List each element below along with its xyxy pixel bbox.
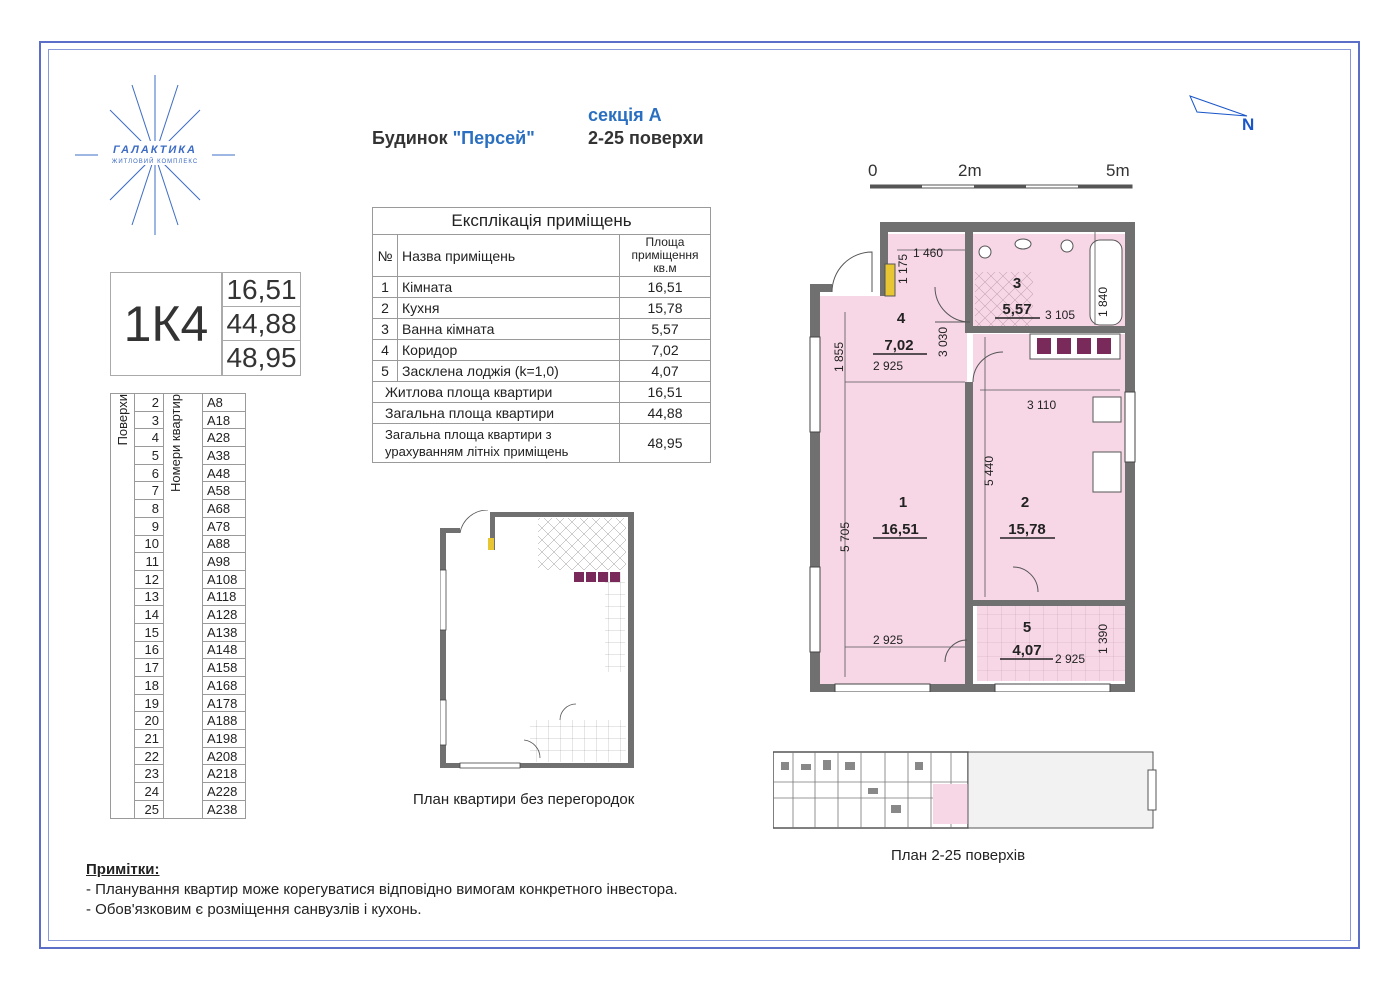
floor-number: 20 (135, 712, 164, 730)
floors-label: 2-25 поверхи (588, 128, 704, 148)
dim-1390: 1 390 (1096, 623, 1110, 654)
floor-number: 9 (135, 517, 164, 535)
apartment-number: А118 (203, 588, 246, 606)
apartment-number: А148 (203, 641, 246, 659)
room-5-number: 5 (1022, 619, 1032, 636)
floor-row (111, 394, 246, 412)
apartments-column-header (164, 394, 203, 819)
apartment-number: А18 (203, 411, 246, 429)
apartment-number: А228 (203, 783, 246, 801)
scale-label-0: 0 (868, 161, 878, 180)
room-name: Засклена лоджія (k=1,0) (398, 361, 620, 382)
table-row (373, 319, 711, 340)
apartment-number: А98 (203, 553, 246, 571)
room-3-number: 3 (1012, 275, 1022, 292)
col-no-header: № (373, 235, 398, 277)
apartment-number: А8 (203, 394, 246, 412)
floor-number: 24 (135, 783, 164, 801)
floor-number: 14 (135, 606, 164, 624)
floor-number: 22 (135, 747, 164, 765)
dim-1175: 1 175 (896, 253, 910, 284)
floor-number: 11 (135, 553, 164, 571)
notes-heading: Примітки: (86, 861, 160, 878)
table-row (373, 298, 711, 319)
building-name: "Персей" (452, 128, 535, 148)
galaktika-logo (70, 75, 240, 240)
room-1-area: 16,51 (881, 521, 919, 538)
room-3-area: 5,57 (1002, 301, 1032, 318)
room-no: 5 (373, 361, 398, 382)
apartment-number: А128 (203, 606, 246, 624)
logo-subtitle: ЖИТЛОВИЙ КОМПЛЕКС (111, 159, 199, 165)
col-area-header: Площа приміщення кв.м (620, 235, 711, 277)
apartment-number: А68 (203, 500, 246, 518)
room-2-area: 15,78 (1008, 521, 1046, 538)
apartments-header-text: Номери квартир (168, 394, 183, 492)
compass-label: N (1242, 115, 1255, 134)
floors-table (110, 393, 246, 819)
building-prefix: Будинок (372, 128, 453, 148)
apartment-area-total: 44,88 (222, 306, 301, 341)
room-1-number: 1 (898, 494, 908, 511)
room-name: Ванна кімната (398, 319, 620, 340)
section-label: секція А (588, 105, 662, 125)
apartment-area-living: 16,51 (222, 272, 301, 307)
floors-header-text: Поверхи (115, 394, 130, 446)
dim-2925-loggia: 2 925 (1055, 652, 1086, 666)
dim-2925-bottom: 2 925 (873, 633, 904, 647)
notes (86, 860, 678, 920)
floor-number: 19 (135, 694, 164, 712)
apartment-number: А138 (203, 623, 246, 641)
dim-1840: 1 840 (1096, 286, 1110, 317)
table-row (373, 361, 711, 382)
floor-number: 21 (135, 730, 164, 748)
total-label: Загальна площа квартири (373, 403, 620, 424)
room-name: Коридор (398, 340, 620, 361)
room-area: 4,07 (620, 361, 711, 382)
floor-number: 23 (135, 765, 164, 783)
table-row (373, 277, 711, 298)
apartment-number: А158 (203, 659, 246, 677)
floor-number: 8 (135, 500, 164, 518)
apartment-number: А178 (203, 694, 246, 712)
apartment-area-summer: 48,95 (222, 340, 301, 376)
building-title (372, 128, 535, 149)
scale-label-2m: 2m (958, 161, 982, 180)
total-label: Загальна площа квартири з урахуванням літніх приміщень (373, 424, 620, 463)
room-2-number: 2 (1020, 494, 1030, 511)
room-no: 1 (373, 277, 398, 298)
floor-plan-caption: План 2-25 поверхів (891, 847, 1026, 864)
floor-number: 7 (135, 482, 164, 500)
apartment-code: 1К4 (110, 272, 222, 376)
room-area: 15,78 (620, 298, 711, 319)
dim-5440: 5 440 (982, 455, 996, 486)
open-plan (440, 510, 635, 772)
room-4-number: 4 (896, 310, 906, 327)
floor-number: 5 (135, 447, 164, 465)
apartment-number: А208 (203, 747, 246, 765)
total-value: 16,51 (620, 382, 711, 403)
room-area: 16,51 (620, 277, 711, 298)
floor-number: 16 (135, 641, 164, 659)
floor-number: 6 (135, 464, 164, 482)
apartment-number: А218 (203, 765, 246, 783)
dim-1855: 1 855 (832, 341, 846, 372)
room-no: 3 (373, 319, 398, 340)
apartment-number: А88 (203, 535, 246, 553)
apartment-number: А48 (203, 464, 246, 482)
apartment-number: А108 (203, 570, 246, 588)
floor-number: 12 (135, 570, 164, 588)
table-row (373, 340, 711, 361)
dim-1460: 1 460 (913, 246, 944, 260)
room-area: 7,02 (620, 340, 711, 361)
explication-title: Експлікація приміщень (373, 208, 711, 235)
floor-number: 25 (135, 800, 164, 818)
explication-table (372, 207, 711, 463)
compass (1185, 92, 1265, 137)
floor-number: 3 (135, 411, 164, 429)
note-item: - Планування квартир може корегуватися відповідно вимогам конкретного інвестора. (86, 881, 678, 898)
floor-number: 15 (135, 623, 164, 641)
apartment-number: А198 (203, 730, 246, 748)
floor-number: 18 (135, 677, 164, 695)
room-no: 2 (373, 298, 398, 319)
dim-3110: 3 110 (1027, 398, 1057, 412)
apartment-plan (805, 222, 1140, 692)
apartment-number: А78 (203, 517, 246, 535)
dim-5705: 5 705 (838, 521, 852, 552)
apartment-number: А238 (203, 800, 246, 818)
total-row (373, 424, 711, 463)
note-item: - Обов'язковим є розміщення санвузлів і кухонь. (86, 901, 422, 918)
floor-number: 2 (135, 394, 164, 412)
apartment-number: А58 (203, 482, 246, 500)
room-no: 4 (373, 340, 398, 361)
floor-number: 17 (135, 659, 164, 677)
dim-3030: 3 030 (936, 326, 950, 357)
floor-number: 10 (135, 535, 164, 553)
room-area: 5,57 (620, 319, 711, 340)
dim-3105: 3 105 (1045, 308, 1076, 322)
room-4-area: 7,02 (884, 337, 914, 354)
room-name: Кімната (398, 277, 620, 298)
apartment-number: А188 (203, 712, 246, 730)
col-name-header: Назва приміщень (398, 235, 620, 277)
scale-label-5m: 5m (1106, 161, 1130, 180)
logo-name: ГАЛАКТИКА (112, 144, 198, 156)
room-5-area: 4,07 (1012, 642, 1042, 659)
total-label: Житлова площа квартири (373, 382, 620, 403)
total-value: 44,88 (620, 403, 711, 424)
floor-number: 13 (135, 588, 164, 606)
total-row (373, 403, 711, 424)
room-name: Кухня (398, 298, 620, 319)
apartment-number: А28 (203, 429, 246, 447)
open-plan-caption: План квартири без перегородок (413, 791, 635, 808)
total-value: 48,95 (620, 424, 711, 463)
scale-bar (870, 183, 1135, 191)
floor-key-plan (773, 750, 1158, 830)
dim-2925-top: 2 925 (873, 359, 904, 373)
floors-column-header (111, 394, 135, 819)
apartment-number: А168 (203, 677, 246, 695)
total-row (373, 382, 711, 403)
apartment-number: А38 (203, 447, 246, 465)
floor-number: 4 (135, 429, 164, 447)
